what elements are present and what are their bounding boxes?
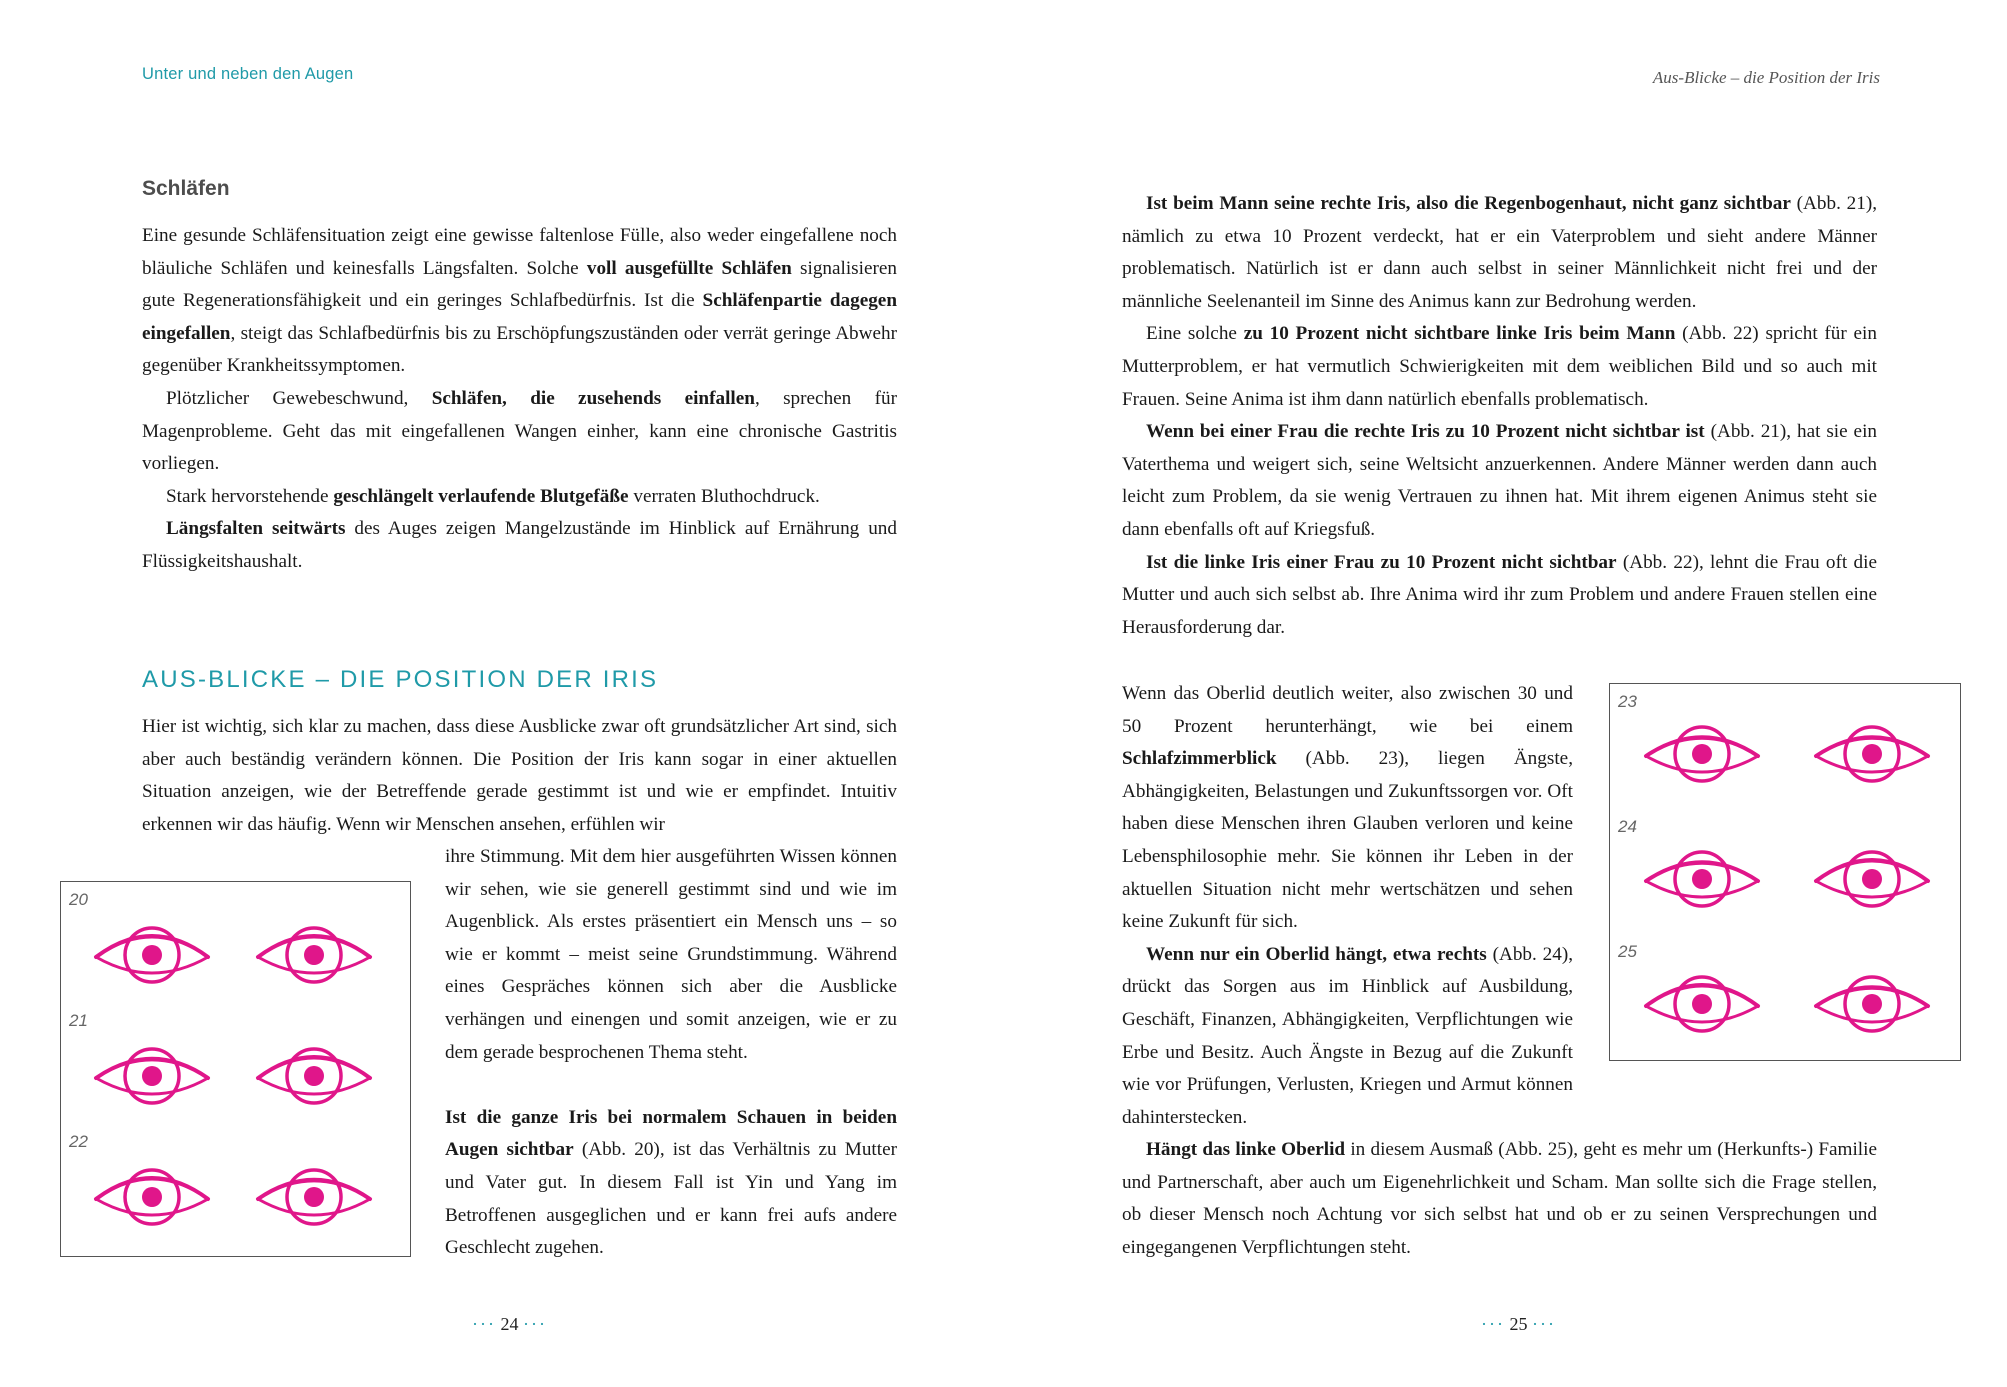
- paragraph: Wenn das Oberlid deutlich weiter, also zwischen 30 und 50 Prozent herunterhängt, wie bei einem Schlafzimmerblick (Abb. 23), liegen Ängste, Abhängigkeiten, Belastungen und Zukunftssorgen vor. Oft haben diese Menschen ihren Glauben verloren und keine Lebensphilosophie mehr. Sie können ihr Leben in der aktuellen Situation nicht mehr wertschätzen und sehen keine Zukunft für sich.: [1122, 683, 1573, 933]
- paragraph: Ist die linke Iris einer Frau zu 10 Prozent nicht sichtbar (Abb. 22), lehnt die Frau oft die Mutter und auch sich selbst ab. Ihre Anima wird ihr zum Problem und andere Frauen stellen eine Herausforderung dar.: [1122, 551, 1877, 638]
- figure-number: 21: [69, 1011, 88, 1030]
- figure-number: 23: [1618, 692, 1637, 711]
- paragraph: Längsfalten seitwärts des Auges zeigen Mangelzustände im Hinblick auf Ernährung und Flüssigkeitshaushalt.: [142, 518, 897, 572]
- paragraph: Eine gesunde Schläfensituation zeigt eine gewisse faltenlose Fülle, also weder eingefallene noch bläuliche Schläfen und keinesfalls Längsfalten. Solche voll ausgefüllte Schläfen signalisieren gute Regenerationsfähigkeit und ein geringes Schlafbedürfnis. Ist die Schläfenpartie dagegen eingefallen, steigt das Schlafbedürfnis bis zu Erschöpfungszuständen oder verrät geringe Abwehr gegenüber Krankheitssymptomen.: [142, 225, 897, 377]
- subheading-schlaefen: Schläfen: [142, 177, 230, 200]
- running-head-right: Aus-Blicke – die Position der Iris: [1652, 68, 1880, 87]
- running-head-left: Unter und neben den Augen: [142, 65, 354, 83]
- paragraph: Wenn nur ein Oberlid hängt, etwa rechts (Abb. 24), drückt das Sorgen aus im Hinblick auf Ausbildung, Geschäft, Finanzen, Abhängigkeiten, Verpflichtungen wie Erbe und Besitz. Auch Ängste in Bezug auf die Zukunft wie vor Prüfungen, Verlusten, Kriegen und Armut können dahinterstecken.: [1122, 943, 1574, 1128]
- right-body-bottom: [1122, 1134, 1877, 1264]
- eye-icon: [96, 1049, 208, 1103]
- eye-icon: [1816, 977, 1928, 1031]
- eye-icon: [1646, 727, 1758, 781]
- page-number-left: ··· 24 ···: [472, 1314, 547, 1334]
- paragraph: Eine solche zu 10 Prozent nicht sichtbare linke Iris beim Mann (Abb. 22) spricht für ein Mutterproblem, er hat vermutlich Schwierigkeiten mit dem weiblichen Bild und so auch mit Frauen. Seine Anima ist ihm dann natürlich ebenfalls problematisch.: [1122, 323, 1877, 410]
- figure-number: 24: [1618, 817, 1637, 836]
- eye-icon: [258, 1049, 370, 1103]
- eye-figure-20-22: [60, 881, 411, 1257]
- paragraph: Ist beim Mann seine rechte Iris, also die Regenbogenhaut, nicht ganz sichtbar (Abb. 21), nämlich zu etwa 10 Prozent verdeckt, hat er ein Vaterproblem und sieht andere Männer problematisch. Natürlich ist er dann auch selbst in seiner Männlichkeit nicht frei und der männliche Seelenanteil im Sinne des Animus kann zur Bedrohung werden.: [1122, 193, 1878, 312]
- paragraph: Hängt das linke Oberlid in diesem Ausmaß (Abb. 25), geht es mehr um (Herkunfts-) Familie und Partnerschaft, aber auch um Eigenehrlichkeit und Scham. Man sollte sich die Frage stellen, ob dieser Mensch noch Achtung vor sich selbst hat und ob er zu seinen Versprechungen und eingegangenen Verpflichtungen steht.: [1122, 1139, 1877, 1258]
- eye-icon: [96, 1170, 208, 1224]
- eye-icon: [258, 1170, 370, 1224]
- paragraph: Wenn bei einer Frau die rechte Iris zu 10 Prozent nicht sichtbar ist (Abb. 21), hat sie ein Vaterthema und weigert sich, seine Weltsicht anzuerkennen. Andere Männer werden dann auch leicht zum Problem, da sie wenig Vertrauen zu ihnen hat. Mit ihrem eigenen Animus steht sie dann ebenfalls oft auf Kriegsfuß.: [1122, 421, 1877, 540]
- eye-figure-23-25: [1609, 683, 1961, 1061]
- section-heading: AUS-BLICKE – DIE POSITION DER IRIS: [142, 666, 659, 693]
- paragraph: Stark hervorstehende geschlängelt verlaufende Blutgefäße verraten Bluthochdruck.: [166, 485, 820, 507]
- eye-icon: [1816, 727, 1928, 781]
- right-body-top: [1122, 188, 1877, 644]
- left-body-top: [142, 220, 897, 579]
- figure-number: 25: [1618, 942, 1637, 961]
- left-body-narrow: [445, 841, 897, 1265]
- left-body-section: [142, 711, 897, 841]
- figure-number: 20: [69, 890, 88, 909]
- eye-icon: [96, 928, 208, 982]
- page-number-right: ··· 25 ···: [1481, 1314, 1556, 1334]
- eye-icon: [1646, 977, 1758, 1031]
- paragraph: Hier ist wichtig, sich klar zu machen, dass diese Ausblicke zwar oft grundsätzlicher Art sind, sich aber auch beständig verändern können. Die Position der Iris kann sogar in einer aktuellen Situation anzeigen, wie der Betreffende gerade gestimmt ist und wie er empfindet. Intuitiv erkennen wir das häufig. Wenn wir Menschen ansehen, erfühlen wir: [142, 716, 897, 835]
- paragraph: ihre Stimmung. Mit dem hier ausgeführten Wissen können wir sehen, wie sie generell gestimmt sind und wie im Augenblick. Als erstes präsentiert ein Mensch uns – so wie er kommt – meist seine Grundstimmung. Während eines Gespräches können sich aber die Ausblicke verhängen und einengen und somit anzeigen, wie er zu dem gerade besprochenen Thema steht.: [445, 846, 897, 1063]
- paragraph: Ist die ganze Iris bei normalem Schauen in beiden Augen sichtbar (Abb. 20), ist das Verhältnis zu Mutter und Vater gut. In diesem Fall ist Yin und Yang im Betroffenen ausgeglichen und er kann frei aufs andere Geschlecht zugehen.: [445, 1106, 897, 1259]
- eye-icon: [1646, 852, 1758, 906]
- eye-icon: [258, 928, 370, 982]
- eye-icon: [1816, 852, 1928, 906]
- paragraph: Plötzlicher Gewebeschwund, Schläfen, die zusehends einfallen, sprechen für Magenprobleme. Geht das mit eingefallenen Wangen einher, kann eine chronische Gastritis vorliegen.: [142, 387, 897, 475]
- figure-number: 22: [69, 1132, 88, 1151]
- right-body-narrow: [1122, 678, 1573, 1134]
